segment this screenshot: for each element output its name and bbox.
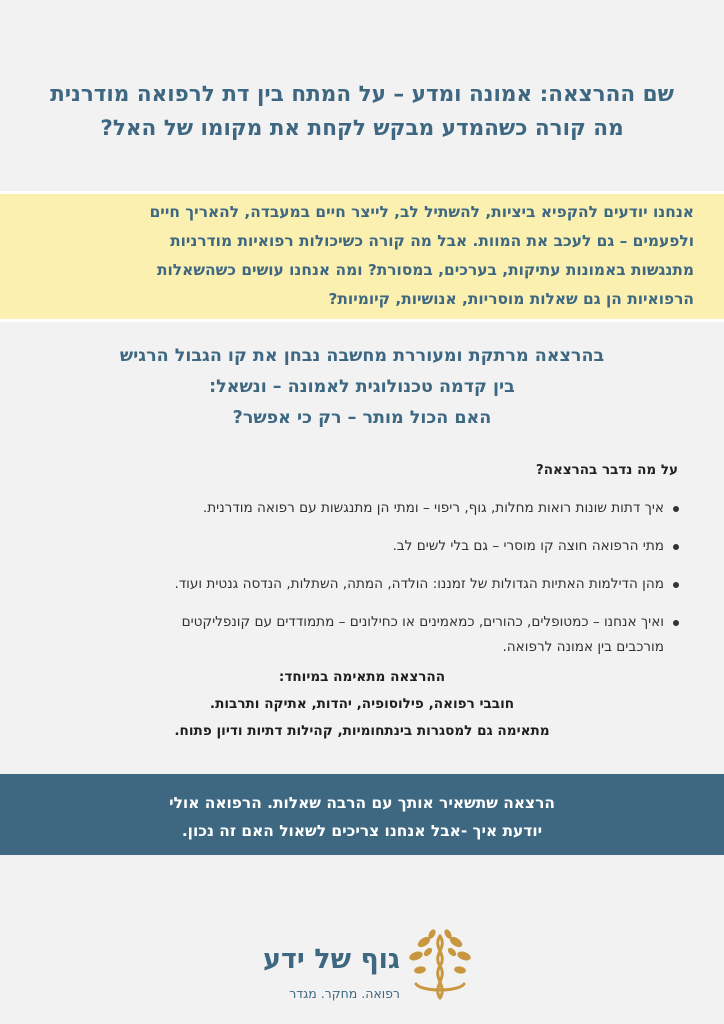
list-item-text-continued: מורכבים בין אמונה לרפואה. bbox=[502, 639, 664, 655]
audience-line-2: מתאימה גם למסגרות בינתחומיות, קהילות דתיות ודיון פתוח. bbox=[174, 723, 550, 739]
list-item-text: ואיך אנחנו – כמטופלים, כהורים, כמאמינים או כחילונים – מתמודדים עם קונפליקטים bbox=[181, 614, 664, 630]
list-item-text: מהן הדילמות האתיות הגדולות של זמננו: הולדה, המתה, השתלות, הנדסה גנטית ועוד. bbox=[174, 576, 664, 592]
central-question-line: בין קדמה טכנולוגית לאמונה – ונשאל: bbox=[209, 377, 515, 397]
topics-heading: על מה נדבר בהרצאה? bbox=[535, 462, 678, 478]
list-item bbox=[34, 534, 664, 559]
audience-section bbox=[0, 664, 724, 745]
intro-line: מתנגשות באמונות עתיקות, בערכים, במסורת? ומה אנחנו עושים כשהשאלות bbox=[157, 261, 694, 279]
intro-line: ולפעמים – גם לעכב את המוות. אבל מה קורה כשיכולות רפואיות מודרניות bbox=[170, 232, 694, 250]
central-question-line: האם הכול מותר – רק כי אפשר? bbox=[232, 408, 492, 428]
list-item bbox=[34, 610, 664, 660]
closing-line-1: הרצאה שתשאיר אותך עם הרבה שאלות. הרפואה אולי bbox=[169, 794, 555, 812]
list-item bbox=[34, 572, 664, 597]
lecture-title-line-1: שם ההרצאה: אמונה ומדע – על המתח בין דת לרפואה מודרנית bbox=[50, 82, 674, 107]
bullet-icon bbox=[673, 620, 679, 626]
bullet-icon bbox=[673, 506, 679, 512]
logo-tagline: רפואה. מחקר. מגדר bbox=[289, 986, 400, 1001]
list-item-text: מתי הרפואה חוצה קו מוסרי – גם בלי לשים לב. bbox=[392, 538, 664, 554]
audience-line-1: חובבי רפואה, פילוסופיה, יהדות, אתיקה ותרבות. bbox=[209, 696, 515, 712]
intro-paragraph bbox=[30, 198, 694, 314]
golden-tree-icon bbox=[402, 926, 478, 1006]
list-item-text: איך דתות שונות רואות מחלות, גוף, ריפוי – ומתי הן מתנגשות עם רפואה מודרנית. bbox=[202, 500, 664, 516]
list-item bbox=[34, 496, 664, 521]
topics-list bbox=[34, 496, 664, 660]
intro-line: הרפואיות הן גם שאלות מוסריות, אנושיות, קיומיות? bbox=[328, 290, 694, 308]
lecture-title bbox=[0, 78, 724, 146]
bullet-icon bbox=[673, 582, 679, 588]
audience-heading: ההרצאה מתאימה במיוחד: bbox=[278, 669, 446, 685]
bullet-icon bbox=[673, 544, 679, 550]
closing-line-2: יודעת איך -אבל אנחנו צריכים לשאול האם זה נכון. bbox=[181, 822, 543, 840]
intro-line: אנחנו יודעים להקפיא ביציות, להשתיל לב, לייצר חיים במעבדה, להאריך חיים bbox=[149, 203, 694, 221]
central-question-line: בהרצאה מרתקת ומעוררת מחשבה נבחן את קו הגבול הרגיש bbox=[119, 346, 605, 366]
central-question bbox=[0, 341, 724, 434]
closing-text bbox=[0, 789, 724, 845]
lecture-title-line-2: מה קורה כשהמדע מבקש לקחת את מקומו של האל? bbox=[100, 116, 624, 141]
logo-name: גוף של ידע bbox=[263, 944, 400, 975]
